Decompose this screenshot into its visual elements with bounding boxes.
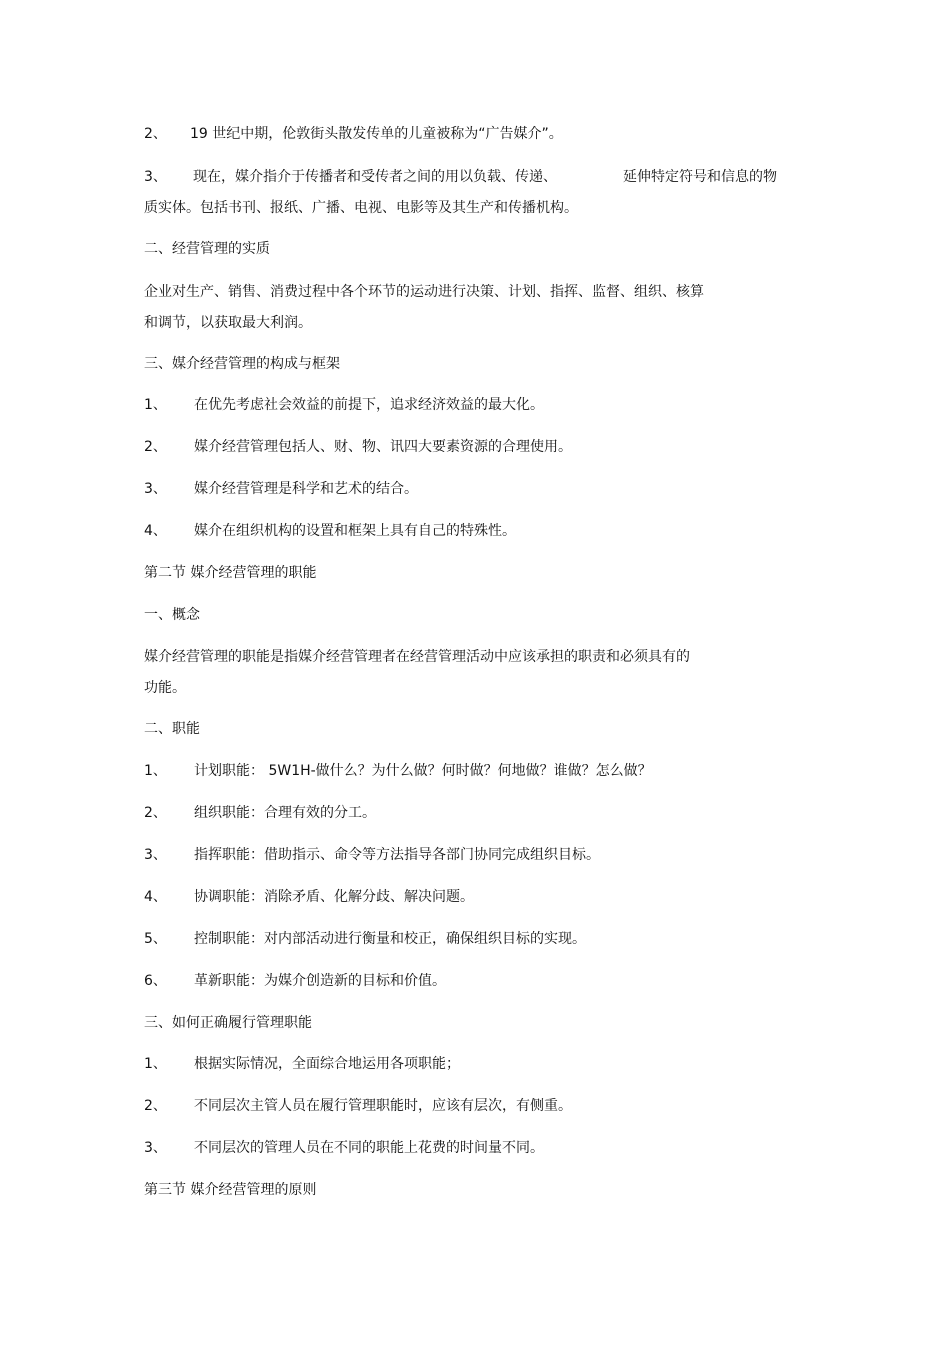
- item-number: 1、: [144, 397, 167, 413]
- item-number: 5、: [144, 931, 167, 947]
- item-text: 指挥职能：借助指示、命令等方法指导各部门协同完成组织目标。: [194, 847, 600, 863]
- section-heading: 三、媒介经营管理的构成与框架: [144, 356, 340, 372]
- item-number: 4、: [144, 523, 167, 539]
- item-number: 1、: [144, 763, 167, 779]
- item-text: 革新职能：为媒介创造新的目标和价值。: [194, 973, 446, 989]
- item-number: 3、: [144, 481, 167, 497]
- item-number: 3、: [144, 847, 167, 863]
- item-number: 3、: [144, 169, 167, 185]
- item-text: 19 世纪中期，伦敦街头散发传单的儿童被称为“广告媒介”。: [190, 126, 563, 142]
- item-text: 媒介经营管理是科学和艺术的结合。: [194, 481, 418, 497]
- section-heading: 三、如何正确履行管理职能: [144, 1015, 312, 1031]
- paragraph-continuation: 质实体。包括书刊、报纸、广播、电视、电影等及其生产和传播机构。: [144, 200, 578, 216]
- section-heading: 一、概念: [144, 607, 200, 623]
- item-text: 现在，媒介指介于传播者和受传者之间的用以负载、传递、: [193, 169, 557, 185]
- section-title: 第二节 媒介经营管理的职能: [144, 565, 317, 581]
- paragraph-line: 功能。: [144, 680, 186, 696]
- item-text-continued: 延伸特定符号和信息的物: [623, 169, 777, 185]
- item-number: 2、: [144, 805, 167, 821]
- item-text: 根据实际情况，全面综合地运用各项职能；: [194, 1056, 460, 1072]
- item-number: 2、: [144, 439, 167, 455]
- section-title: 第三节 媒介经营管理的原则: [144, 1182, 317, 1198]
- item-text: 计划职能： 5W1H-做什么？为什么做？何时做？何地做？谁做？怎么做？: [194, 763, 652, 779]
- item-number: 1、: [144, 1056, 167, 1072]
- item-number: 3、: [144, 1140, 167, 1156]
- paragraph-line: 媒介经营管理的职能是指媒介经营管理者在经营管理活动中应该承担的职责和必须具有的: [144, 649, 690, 665]
- item-text: 组织职能：合理有效的分工。: [194, 805, 376, 821]
- item-text: 媒介在组织机构的设置和框架上具有自己的特殊性。: [194, 523, 516, 539]
- item-text: 协调职能：消除矛盾、化解分歧、解决问题。: [194, 889, 474, 905]
- item-text: 媒介经营管理包括人、财、物、讯四大要素资源的合理使用。: [194, 439, 572, 455]
- paragraph-line: 和调节，以获取最大利润。: [144, 315, 312, 331]
- item-number: 2、: [144, 1098, 167, 1114]
- item-text: 控制职能：对内部活动进行衡量和校正，确保组织目标的实现。: [194, 931, 586, 947]
- item-number: 4、: [144, 889, 167, 905]
- item-text: 在优先考虑社会效益的前提下，追求经济效益的最大化。: [194, 397, 544, 413]
- item-number: 6、: [144, 973, 167, 989]
- item-number: 2、: [144, 126, 167, 142]
- paragraph-line: 企业对生产、销售、消费过程中各个环节的运动进行决策、计划、指挥、监督、组织、核算: [144, 284, 704, 300]
- item-text: 不同层次的管理人员在不同的职能上花费的时间量不同。: [194, 1140, 544, 1156]
- section-heading: 二、经营管理的实质: [144, 241, 270, 257]
- item-text: 不同层次主管人员在履行管理职能时，应该有层次，有侧重。: [194, 1098, 572, 1114]
- section-heading: 二、职能: [144, 721, 200, 737]
